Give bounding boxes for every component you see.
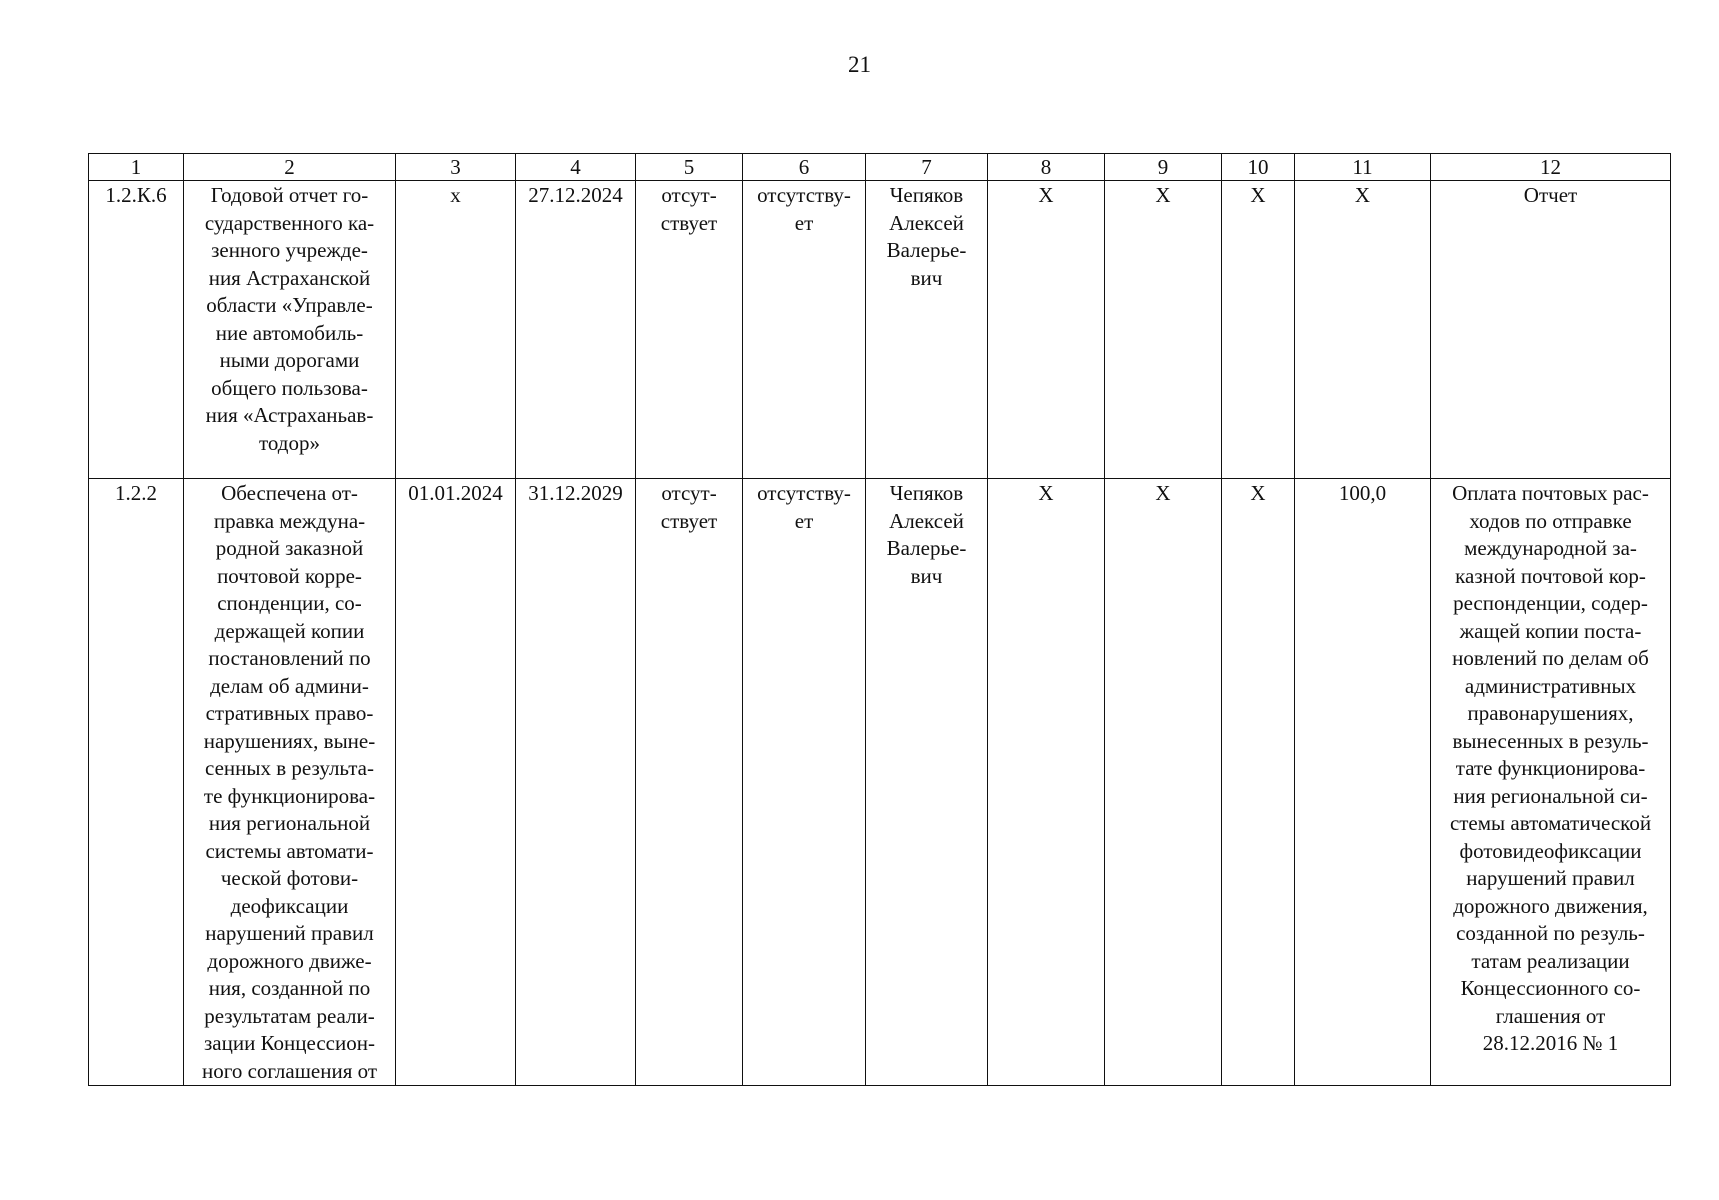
row-responsible: Чепяков Алексей Валерье- вич — [866, 479, 988, 1086]
row-col8: Х — [988, 479, 1105, 1086]
row-responsible: Чепяков Алексей Валерье- вич — [866, 181, 988, 479]
row-col9: Х — [1105, 479, 1222, 1086]
header-cell-11: 11 — [1295, 154, 1431, 181]
header-cell-12: 12 — [1431, 154, 1671, 181]
row-col8: Х — [988, 181, 1105, 479]
header-cell-1: 1 — [89, 154, 184, 181]
row-col10: Х — [1222, 181, 1295, 479]
row-description: Обеспечена от- правка междуна- родной заказной почтовой корре- спонденции, со- держащей копии постановлений по делам об админи- стративных право- нарушениях, выне- сенных в результа- те функционирова- ния региональной системы автомати- ческой фотови- деофиксации нарушений правил дорожного движе- ния, созданной по результатам реали- зации Концессион- ного соглашения от — [184, 479, 396, 1086]
table-row — [89, 479, 1671, 1086]
table-row — [89, 181, 1671, 479]
header-cell-6: 6 — [743, 154, 866, 181]
row-description: Годовой отчет го- сударственного ка- зенного учрежде- ния Астраханской области «Управле- ние автомобиль- ными дорогами общего пользова- ния «Астраханьав- тодор» — [184, 181, 396, 479]
row-col5: отсут- ствует — [636, 479, 743, 1086]
row-col11: Х — [1295, 181, 1431, 479]
row-col9: Х — [1105, 181, 1222, 479]
row-start-date: 01.01.2024 — [396, 479, 516, 1086]
data-table — [88, 153, 1671, 1086]
header-cell-4: 4 — [516, 154, 636, 181]
header-cell-5: 5 — [636, 154, 743, 181]
row-col11: 100,0 — [1295, 479, 1431, 1086]
row-col6: отсутству- ет — [743, 479, 866, 1086]
row-end-date: 31.12.2029 — [516, 479, 636, 1086]
row-result: Оплата почтовых рас- ходов по отправке международной за- казной почтовой кор- респонденции, содер- жащей копии поста- новлений по делам об административных правонарушениях, вынесенных в резуль- тате функционирова- ния региональной си- стемы автоматической фотовидеофиксации нарушений правил дорожного движения, созданной по резуль- татам реализации Концессионного со- глашения от 28.12.2016 № 1 — [1431, 479, 1671, 1086]
header-cell-7: 7 — [866, 154, 988, 181]
row-code: 1.2.2 — [89, 479, 184, 1086]
row-start-date: х — [396, 181, 516, 479]
header-cell-2: 2 — [184, 154, 396, 181]
header-cell-9: 9 — [1105, 154, 1222, 181]
header-row — [89, 154, 1671, 181]
row-col5: отсут- ствует — [636, 181, 743, 479]
row-col6: отсутству- ет — [743, 181, 866, 479]
header-cell-10: 10 — [1222, 154, 1295, 181]
row-col10: Х — [1222, 479, 1295, 1086]
row-end-date: 27.12.2024 — [516, 181, 636, 479]
row-code: 1.2.К.6 — [89, 181, 184, 479]
header-cell-8: 8 — [988, 154, 1105, 181]
header-cell-3: 3 — [396, 154, 516, 181]
row-result: Отчет — [1431, 181, 1671, 479]
page-number: 21 — [848, 52, 871, 77]
